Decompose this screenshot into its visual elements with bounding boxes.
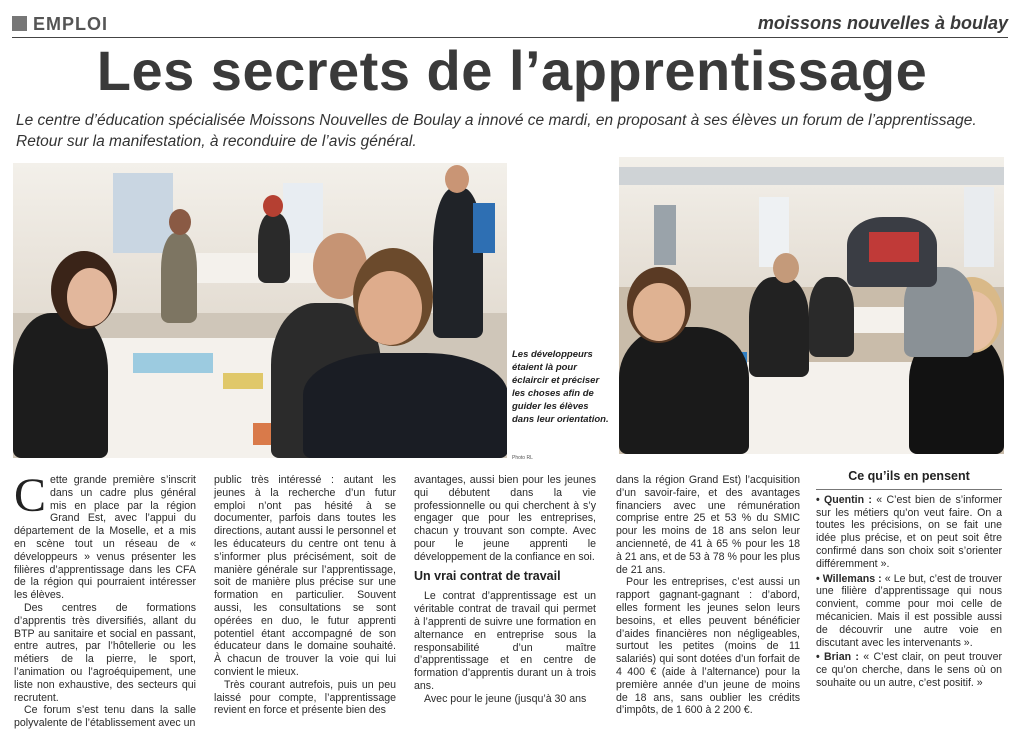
testimonial-item	[816, 573, 1002, 650]
testimonial-name: • Willemans :	[816, 572, 882, 585]
col1-paragraph-3: Ce forum s’est tenu dans la salle polyvalente de l’établissement avec un	[14, 704, 196, 730]
article-column-3	[414, 474, 596, 706]
testimonial-item	[816, 651, 1002, 689]
photo-credit: Photo RL	[512, 455, 533, 461]
col1-paragraph-1: ette grande première s’inscrit dans un cadre plus général mis en place par la région Grand Est, avec l’appui du département de la Moselle, et a mis en scène tout un réseau de « développeurs » venus présenter les filières d’apprentissage dans les CFA de la région qui pourraient intéresser les élèves.	[14, 474, 196, 602]
subheading: Un vrai contrat de travail	[414, 568, 561, 583]
testimonials-box	[816, 470, 1002, 690]
testimonial-text: « C’est clair, on peut trouver ce qu’on cherche, dans le sens où on souhaite ou un autre, c’est positif. »	[816, 651, 1003, 689]
testimonials-title: Ce qu’ils en pensent	[816, 470, 1002, 490]
testimonial-name: • Brian :	[816, 651, 859, 664]
article-column-1	[14, 469, 196, 730]
col4-paragraph-1: dans la région Grand Est) l’acquisition d’un savoir-faire, et des avantages financiers avec une rémunération comprise entre 25 et 53 % du SMIC pour les moins de 18 ans selon leur ancienneté, de 41 à 65 % pour les 18 à 21 ans, et de 53 à 78 % pour les plus de 21 ans.	[616, 474, 800, 576]
col2-paragraph-2: Très courant autrefois, puis un peu laissé pour compte, l’apprentissage revient en force et présente bien des	[214, 678, 396, 717]
photo-caption: Les développeurs étaient là pour éclaircir et préciser les choses afin de guider les élèves dans leur orientation.	[512, 349, 609, 425]
testimonial-text: « Le but, c’est de trouver une filière d’apprentissage qui nous convient, comme pour moi celle de mécanicien. Mais il est possible aussi de découvrir une autre voie en discutant avec les intervenants ».	[816, 572, 1002, 649]
col3-paragraph-1: avantages, aussi bien pour les jeunes qui débutent dans la vie professionnelle ou qui cherchent à s’y engager que pour les entreprises, chacun y trouvant son compte. Avec pour le jeune apprenti le développement de la confiance en soi.	[414, 474, 596, 563]
headline: Les secrets de l’apprentissage	[96, 39, 928, 102]
drop-cap: C	[14, 469, 47, 522]
testimonial-text: « C’est bien de s’informer sur les métiers qu’on veut faire. On a toutes les précisions, on se fait une idée plus précise, et on peut soit être confirmé dans son choix soit s’orienter différemment ».	[816, 493, 1003, 570]
testimonial-item	[816, 494, 1002, 571]
rubric-title: moissons nouvelles à boulay	[757, 13, 1008, 33]
col4-paragraph-2: Pour les entreprises, c’est aussi un rapport gagnant-gagnant : d’abord, elles forment les jeunes selon leurs besoins, et elles peuvent bénéficier d’aides financières non négligeables, surtout les petites (moins de 11 salariés) qui sont dotées d’un forfait de 4 400 € (aide à l’alternance) pour la première année d’un jeune de moins de 18 ans, sans oublier les crédits d’impôts, de 1 600 à 2 200 €.	[616, 576, 800, 717]
article-column-4	[616, 474, 800, 717]
col3-paragraph-2: Le contrat d’apprentissage est un véritable contrat de travail qui permet à l’apprenti de suivre une formation en alternance en entreprise sous la responsabilité d’un maître d’apprentissage et en centre de formation d’apprentis durant un à trois ans.	[414, 590, 596, 692]
photo-forum-left	[13, 163, 507, 458]
photo-forum-right	[619, 157, 1004, 454]
testimonial-name: • Quentin :	[816, 493, 872, 506]
col3-paragraph-3: Avec pour le jeune (jusqu’à 30 ans	[424, 692, 587, 705]
article-column-2	[214, 474, 396, 717]
chapo: Le centre d’éducation spécialisée Moissons Nouvelles de Boulay a innové ce mardi, en proposant à ses élèves un forum de l’apprentissage. Retour sur la manifestation, à reconduire de l’avis général.	[16, 112, 977, 150]
col2-paragraph-1: public très intéressé : autant les jeunes à la recherche d’un futur emploi n’ont pas hésité à se documenter, parfois dans toutes les directions, autant aussi le personnel et les éducateurs du centre ont tenu à s’informer plus précisément, soit de manière générale sur l’apprentissage, soit de manière plus précise sur une formation en particulier. Souvent aussi, les consultations se sont opérées en duo, le futur apprenti potentiel étant accompagné de son éducateur dans le domaine souhaité. À chacun de trouver la voie qui lui convient le mieux.	[214, 474, 396, 678]
section-label	[12, 14, 108, 35]
col1-paragraph-2: Des centres de formations d’apprentis très diversifiés, allant du BTP au sanitaire et social en passant, entre autres, par l’hôtellerie ou les métiers de la pierre, le sport, l’animation ou l’agroéquipement, une liste non exhaustive, des secteurs qui recrutent.	[14, 601, 196, 704]
section-label-text: EMPLOI	[33, 14, 109, 34]
section-marker-icon	[12, 16, 27, 31]
